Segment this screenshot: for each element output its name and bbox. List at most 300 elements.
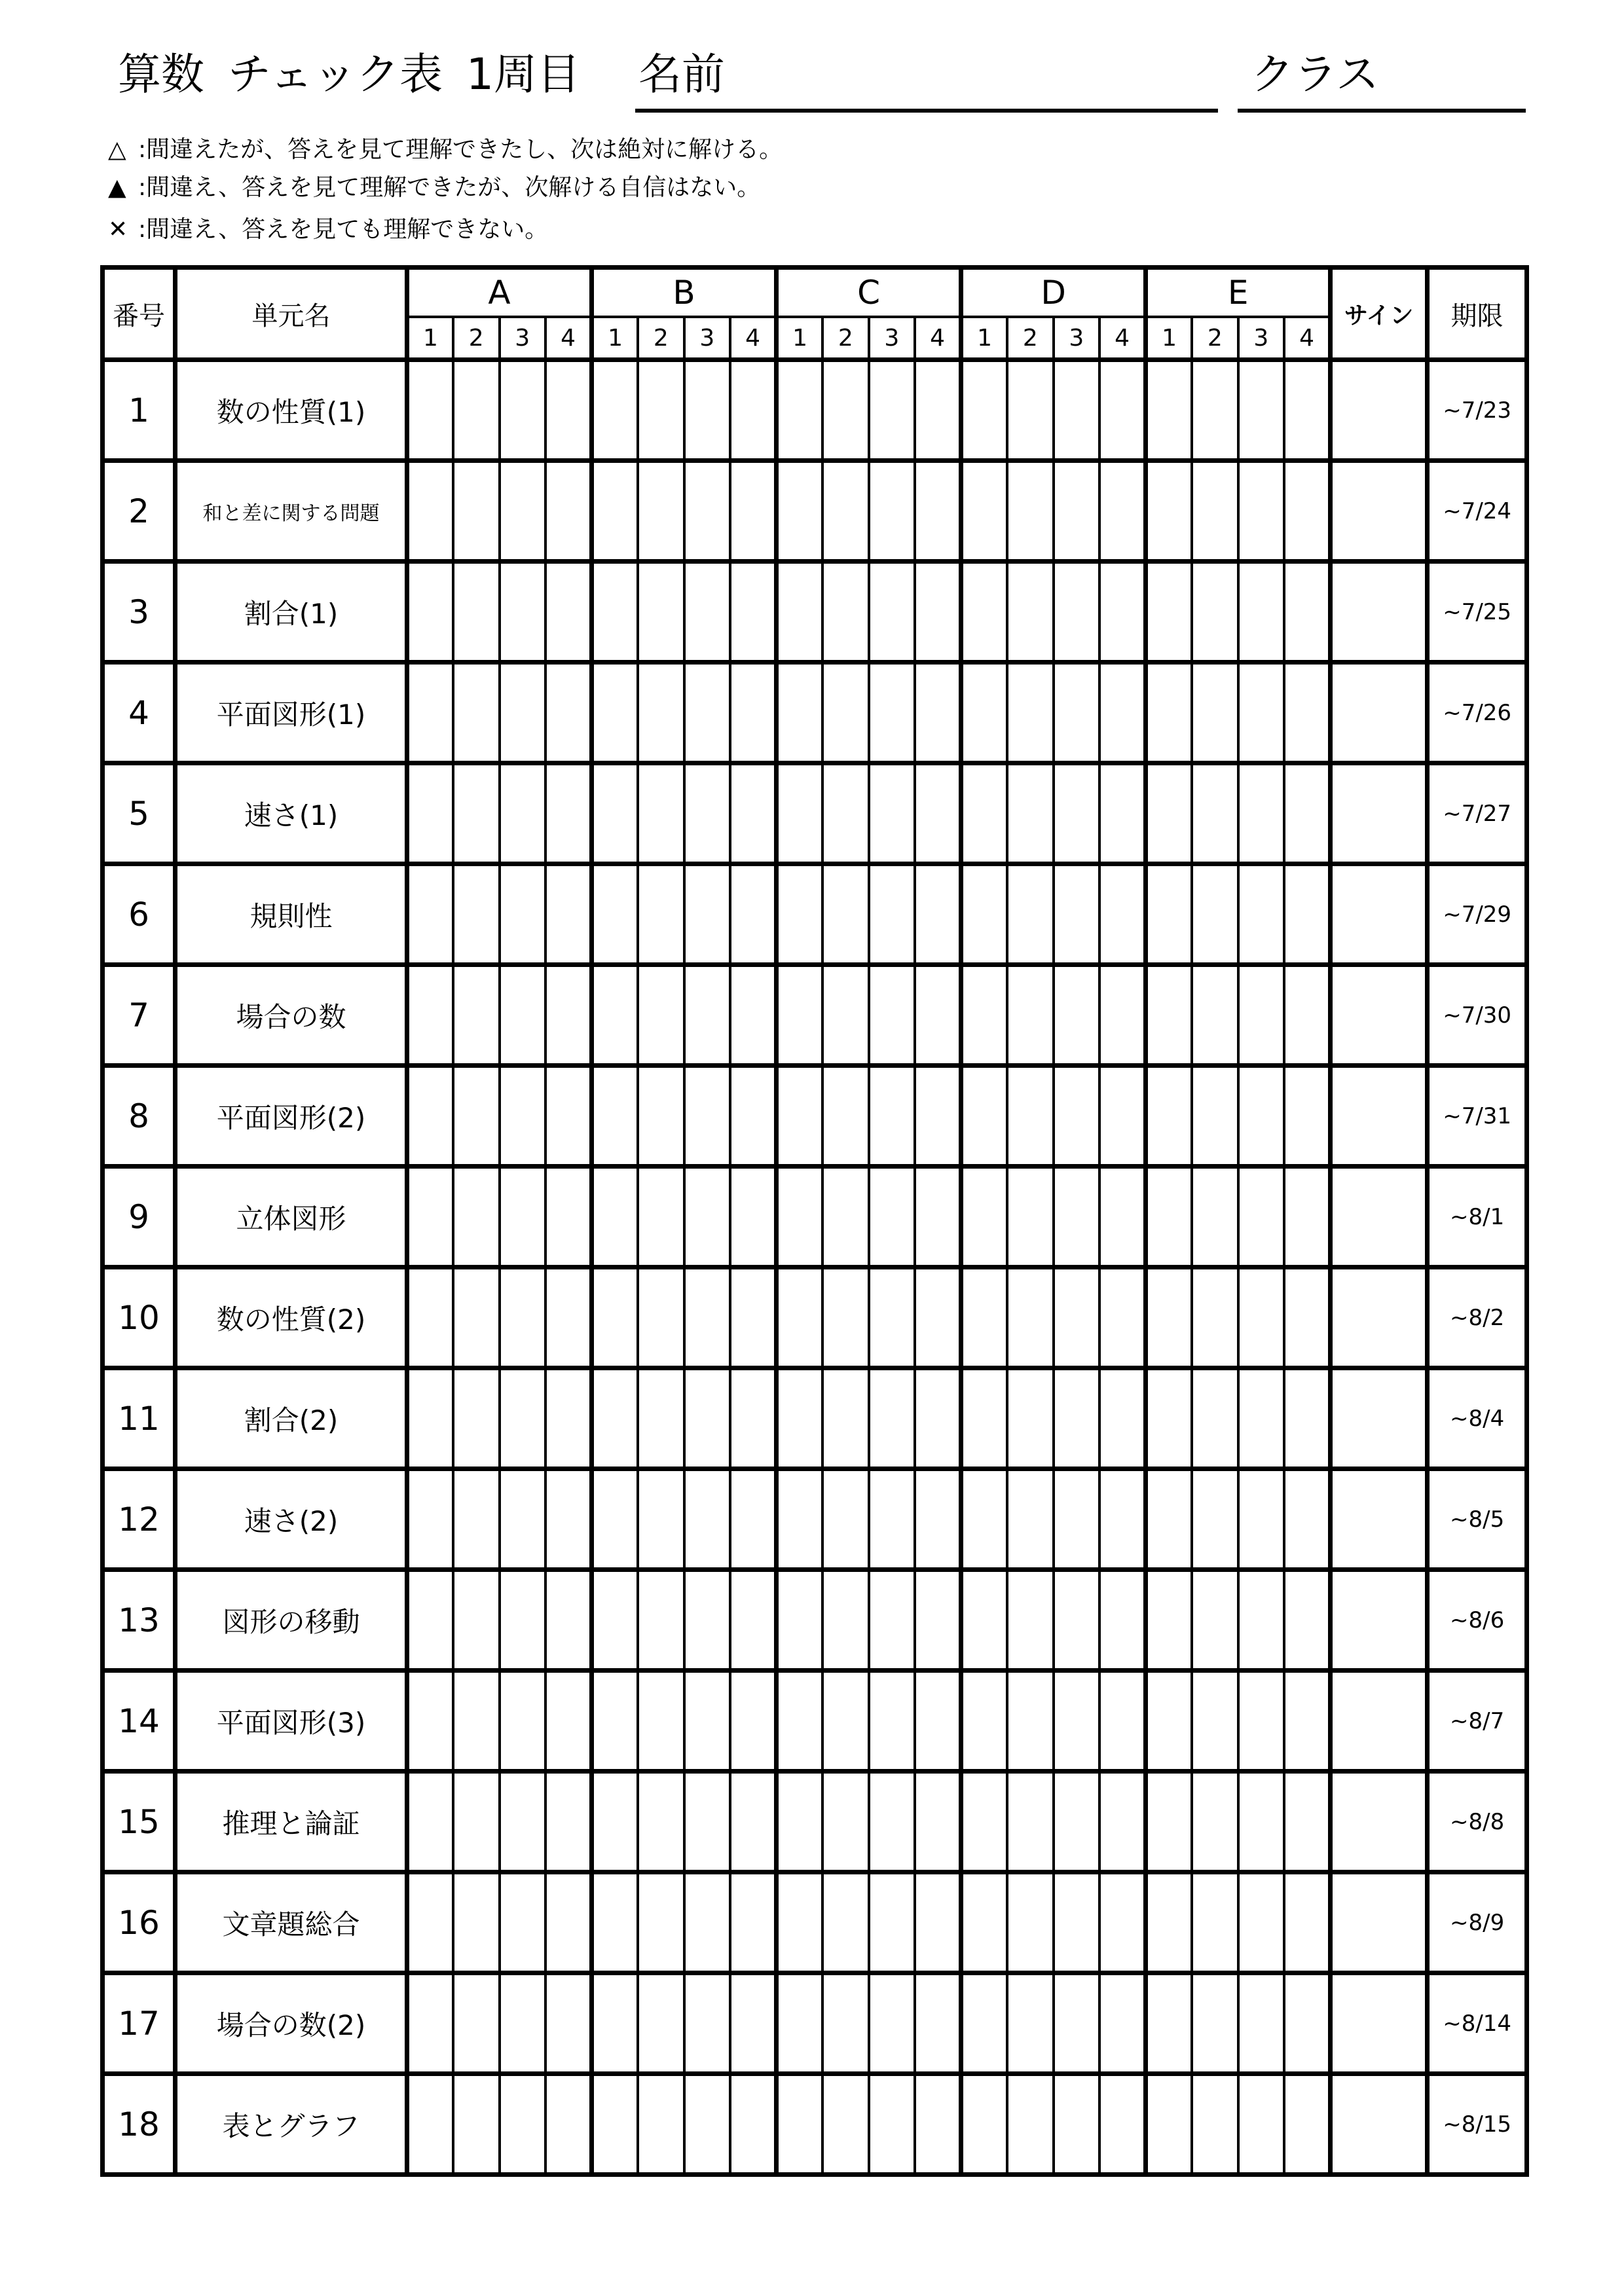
check-cell[interactable]: [777, 763, 823, 864]
check-cell[interactable]: [961, 1671, 1008, 1772]
check-cell[interactable]: [1007, 1167, 1054, 1267]
check-cell[interactable]: [1192, 763, 1238, 864]
check-cell[interactable]: [1146, 663, 1192, 763]
check-cell[interactable]: [915, 965, 961, 1066]
check-cell[interactable]: [684, 1872, 731, 1973]
check-cell[interactable]: [1054, 461, 1100, 562]
check-cell[interactable]: [961, 763, 1008, 864]
check-cell[interactable]: [500, 1469, 546, 1570]
check-cell[interactable]: [915, 1267, 961, 1368]
check-cell[interactable]: [1238, 1368, 1285, 1469]
check-cell[interactable]: [1054, 1469, 1100, 1570]
check-cell[interactable]: [1099, 360, 1146, 461]
check-cell[interactable]: [545, 1973, 592, 2074]
sign-cell[interactable]: [1331, 864, 1428, 965]
check-cell[interactable]: [1007, 1772, 1054, 1872]
check-cell[interactable]: [545, 1872, 592, 1973]
check-cell[interactable]: [684, 1570, 731, 1671]
check-cell[interactable]: [1054, 1973, 1100, 2074]
check-cell[interactable]: [684, 1772, 731, 1872]
check-cell[interactable]: [500, 461, 546, 562]
check-cell[interactable]: [592, 1570, 638, 1671]
check-cell[interactable]: [500, 1570, 546, 1671]
check-cell[interactable]: [915, 2074, 961, 2175]
check-cell[interactable]: [545, 1570, 592, 1671]
check-cell[interactable]: [822, 1469, 869, 1570]
check-cell[interactable]: [500, 1772, 546, 1872]
check-cell[interactable]: [1099, 663, 1146, 763]
check-cell[interactable]: [1238, 461, 1285, 562]
check-cell[interactable]: [961, 2074, 1008, 2175]
sign-cell[interactable]: [1331, 461, 1428, 562]
check-cell[interactable]: [1146, 1671, 1192, 1772]
check-cell[interactable]: [915, 1973, 961, 2074]
check-cell[interactable]: [500, 360, 546, 461]
check-cell[interactable]: [592, 763, 638, 864]
check-cell[interactable]: [1007, 562, 1054, 663]
check-cell[interactable]: [1099, 1671, 1146, 1772]
check-cell[interactable]: [961, 864, 1008, 965]
check-cell[interactable]: [822, 763, 869, 864]
check-cell[interactable]: [638, 562, 684, 663]
check-cell[interactable]: [684, 763, 731, 864]
check-cell[interactable]: [869, 1872, 915, 1973]
check-cell[interactable]: [1146, 1872, 1192, 1973]
check-cell[interactable]: [730, 562, 777, 663]
check-cell[interactable]: [1238, 1570, 1285, 1671]
check-cell[interactable]: [453, 1671, 500, 1772]
check-cell[interactable]: [545, 1671, 592, 1772]
check-cell[interactable]: [869, 663, 915, 763]
check-cell[interactable]: [1238, 1469, 1285, 1570]
check-cell[interactable]: [961, 360, 1008, 461]
check-cell[interactable]: [1238, 1671, 1285, 1772]
check-cell[interactable]: [500, 763, 546, 864]
check-cell[interactable]: [915, 1872, 961, 1973]
check-cell[interactable]: [915, 1167, 961, 1267]
check-cell[interactable]: [915, 1772, 961, 1872]
check-cell[interactable]: [822, 1570, 869, 1671]
check-cell[interactable]: [869, 1368, 915, 1469]
check-cell[interactable]: [1238, 663, 1285, 763]
check-cell[interactable]: [1054, 1772, 1100, 1872]
check-cell[interactable]: [915, 1066, 961, 1167]
sign-cell[interactable]: [1331, 1872, 1428, 1973]
check-cell[interactable]: [869, 2074, 915, 2175]
check-cell[interactable]: [1284, 1570, 1331, 1671]
check-cell[interactable]: [1146, 1973, 1192, 2074]
check-cell[interactable]: [453, 864, 500, 965]
check-cell[interactable]: [915, 1570, 961, 1671]
check-cell[interactable]: [1054, 1570, 1100, 1671]
sign-cell[interactable]: [1331, 360, 1428, 461]
check-cell[interactable]: [1192, 1267, 1238, 1368]
check-cell[interactable]: [915, 763, 961, 864]
check-cell[interactable]: [961, 1772, 1008, 1872]
check-cell[interactable]: [1099, 1066, 1146, 1167]
sign-cell[interactable]: [1331, 1469, 1428, 1570]
check-cell[interactable]: [407, 663, 454, 763]
check-cell[interactable]: [592, 1267, 638, 1368]
check-cell[interactable]: [407, 2074, 454, 2175]
check-cell[interactable]: [1146, 2074, 1192, 2175]
check-cell[interactable]: [453, 965, 500, 1066]
check-cell[interactable]: [592, 1368, 638, 1469]
check-cell[interactable]: [961, 1267, 1008, 1368]
check-cell[interactable]: [1238, 2074, 1285, 2175]
check-cell[interactable]: [777, 2074, 823, 2175]
check-cell[interactable]: [730, 360, 777, 461]
check-cell[interactable]: [1054, 1671, 1100, 1772]
check-cell[interactable]: [1099, 461, 1146, 562]
check-cell[interactable]: [1007, 2074, 1054, 2175]
check-cell[interactable]: [407, 1872, 454, 1973]
check-cell[interactable]: [1007, 1973, 1054, 2074]
check-cell[interactable]: [638, 360, 684, 461]
check-cell[interactable]: [1007, 1267, 1054, 1368]
check-cell[interactable]: [453, 2074, 500, 2175]
check-cell[interactable]: [915, 663, 961, 763]
check-cell[interactable]: [453, 562, 500, 663]
check-cell[interactable]: [730, 1368, 777, 1469]
check-cell[interactable]: [777, 663, 823, 763]
check-cell[interactable]: [1146, 1772, 1192, 1872]
check-cell[interactable]: [730, 1066, 777, 1167]
check-cell[interactable]: [822, 2074, 869, 2175]
check-cell[interactable]: [869, 1066, 915, 1167]
check-cell[interactable]: [961, 1469, 1008, 1570]
check-cell[interactable]: [1284, 864, 1331, 965]
check-cell[interactable]: [1284, 1469, 1331, 1570]
check-cell[interactable]: [1054, 1368, 1100, 1469]
check-cell[interactable]: [822, 1973, 869, 2074]
check-cell[interactable]: [638, 1469, 684, 1570]
check-cell[interactable]: [1054, 1066, 1100, 1167]
check-cell[interactable]: [545, 864, 592, 965]
check-cell[interactable]: [1146, 763, 1192, 864]
check-cell[interactable]: [1238, 360, 1285, 461]
check-cell[interactable]: [1192, 864, 1238, 965]
check-cell[interactable]: [961, 663, 1008, 763]
check-cell[interactable]: [1192, 1066, 1238, 1167]
check-cell[interactable]: [1054, 2074, 1100, 2175]
check-cell[interactable]: [1284, 360, 1331, 461]
check-cell[interactable]: [407, 1671, 454, 1772]
check-cell[interactable]: [1099, 2074, 1146, 2175]
check-cell[interactable]: [638, 965, 684, 1066]
check-cell[interactable]: [1054, 864, 1100, 965]
check-cell[interactable]: [777, 1066, 823, 1167]
check-cell[interactable]: [1238, 965, 1285, 1066]
check-cell[interactable]: [1007, 1872, 1054, 1973]
check-cell[interactable]: [1192, 2074, 1238, 2175]
check-cell[interactable]: [1284, 461, 1331, 562]
check-cell[interactable]: [1146, 562, 1192, 663]
check-cell[interactable]: [961, 965, 1008, 1066]
check-cell[interactable]: [545, 1267, 592, 1368]
check-cell[interactable]: [407, 1469, 454, 1570]
check-cell[interactable]: [961, 1570, 1008, 1671]
check-cell[interactable]: [453, 1772, 500, 1872]
check-cell[interactable]: [1099, 1368, 1146, 1469]
check-cell[interactable]: [407, 562, 454, 663]
check-cell[interactable]: [1099, 1973, 1146, 2074]
check-cell[interactable]: [777, 1570, 823, 1671]
check-cell[interactable]: [1192, 1368, 1238, 1469]
check-cell[interactable]: [777, 1973, 823, 2074]
check-cell[interactable]: [1054, 1872, 1100, 1973]
check-cell[interactable]: [500, 965, 546, 1066]
check-cell[interactable]: [545, 562, 592, 663]
check-cell[interactable]: [869, 965, 915, 1066]
check-cell[interactable]: [500, 2074, 546, 2175]
check-cell[interactable]: [1284, 1267, 1331, 1368]
sign-cell[interactable]: [1331, 1066, 1428, 1167]
check-cell[interactable]: [500, 663, 546, 763]
check-cell[interactable]: [500, 1167, 546, 1267]
sign-cell[interactable]: [1331, 663, 1428, 763]
check-cell[interactable]: [822, 864, 869, 965]
check-cell[interactable]: [1146, 1368, 1192, 1469]
sign-cell[interactable]: [1331, 2074, 1428, 2175]
check-cell[interactable]: [1099, 763, 1146, 864]
check-cell[interactable]: [453, 1570, 500, 1671]
check-cell[interactable]: [822, 1066, 869, 1167]
check-cell[interactable]: [592, 663, 638, 763]
check-cell[interactable]: [638, 1973, 684, 2074]
check-cell[interactable]: [592, 562, 638, 663]
check-cell[interactable]: [1146, 1167, 1192, 1267]
check-cell[interactable]: [453, 763, 500, 864]
check-cell[interactable]: [1099, 562, 1146, 663]
check-cell[interactable]: [1054, 360, 1100, 461]
check-cell[interactable]: [453, 1167, 500, 1267]
check-cell[interactable]: [638, 864, 684, 965]
check-cell[interactable]: [730, 1973, 777, 2074]
check-cell[interactable]: [592, 461, 638, 562]
check-cell[interactable]: [500, 1066, 546, 1167]
check-cell[interactable]: [684, 1469, 731, 1570]
check-cell[interactable]: [592, 1872, 638, 1973]
check-cell[interactable]: [545, 1772, 592, 1872]
check-cell[interactable]: [453, 1973, 500, 2074]
check-cell[interactable]: [638, 1872, 684, 1973]
check-cell[interactable]: [1192, 1872, 1238, 1973]
check-cell[interactable]: [407, 864, 454, 965]
check-cell[interactable]: [453, 461, 500, 562]
check-cell[interactable]: [407, 360, 454, 461]
sign-cell[interactable]: [1331, 1973, 1428, 2074]
check-cell[interactable]: [545, 1066, 592, 1167]
check-cell[interactable]: [592, 965, 638, 1066]
check-cell[interactable]: [592, 360, 638, 461]
check-cell[interactable]: [684, 663, 731, 763]
check-cell[interactable]: [1284, 663, 1331, 763]
check-cell[interactable]: [1284, 1671, 1331, 1772]
check-cell[interactable]: [453, 663, 500, 763]
check-cell[interactable]: [592, 864, 638, 965]
check-cell[interactable]: [1146, 1267, 1192, 1368]
check-cell[interactable]: [407, 461, 454, 562]
check-cell[interactable]: [822, 1267, 869, 1368]
check-cell[interactable]: [684, 1671, 731, 1772]
check-cell[interactable]: [1099, 1570, 1146, 1671]
check-cell[interactable]: [1284, 1872, 1331, 1973]
check-cell[interactable]: [1099, 1267, 1146, 1368]
check-cell[interactable]: [684, 2074, 731, 2175]
check-cell[interactable]: [684, 360, 731, 461]
check-cell[interactable]: [1007, 864, 1054, 965]
check-cell[interactable]: [638, 1570, 684, 1671]
check-cell[interactable]: [822, 1167, 869, 1267]
check-cell[interactable]: [1238, 1973, 1285, 2074]
check-cell[interactable]: [730, 1872, 777, 1973]
check-cell[interactable]: [822, 360, 869, 461]
sign-cell[interactable]: [1331, 1368, 1428, 1469]
check-cell[interactable]: [638, 1167, 684, 1267]
check-cell[interactable]: [1284, 1368, 1331, 1469]
check-cell[interactable]: [822, 1872, 869, 1973]
check-cell[interactable]: [638, 1267, 684, 1368]
check-cell[interactable]: [1099, 965, 1146, 1066]
check-cell[interactable]: [1192, 1973, 1238, 2074]
check-cell[interactable]: [961, 1872, 1008, 1973]
check-cell[interactable]: [915, 562, 961, 663]
check-cell[interactable]: [1284, 2074, 1331, 2175]
check-cell[interactable]: [961, 1973, 1008, 2074]
check-cell[interactable]: [777, 1469, 823, 1570]
check-cell[interactable]: [1099, 1772, 1146, 1872]
check-cell[interactable]: [869, 1973, 915, 2074]
check-cell[interactable]: [869, 1469, 915, 1570]
check-cell[interactable]: [684, 1368, 731, 1469]
check-cell[interactable]: [638, 663, 684, 763]
check-cell[interactable]: [1007, 1066, 1054, 1167]
check-cell[interactable]: [915, 1469, 961, 1570]
check-cell[interactable]: [869, 461, 915, 562]
check-cell[interactable]: [545, 1368, 592, 1469]
check-cell[interactable]: [407, 763, 454, 864]
check-cell[interactable]: [915, 461, 961, 562]
check-cell[interactable]: [915, 1368, 961, 1469]
sign-cell[interactable]: [1331, 1772, 1428, 1872]
check-cell[interactable]: [1146, 965, 1192, 1066]
check-cell[interactable]: [915, 360, 961, 461]
check-cell[interactable]: [961, 1368, 1008, 1469]
check-cell[interactable]: [1192, 1671, 1238, 1772]
check-cell[interactable]: [545, 663, 592, 763]
check-cell[interactable]: [777, 1167, 823, 1267]
check-cell[interactable]: [1238, 1772, 1285, 1872]
check-cell[interactable]: [407, 1772, 454, 1872]
check-cell[interactable]: [1099, 1167, 1146, 1267]
check-cell[interactable]: [1007, 1368, 1054, 1469]
check-cell[interactable]: [777, 461, 823, 562]
check-cell[interactable]: [545, 360, 592, 461]
check-cell[interactable]: [1238, 1267, 1285, 1368]
check-cell[interactable]: [453, 1469, 500, 1570]
check-cell[interactable]: [638, 1368, 684, 1469]
check-cell[interactable]: [915, 1671, 961, 1772]
check-cell[interactable]: [822, 663, 869, 763]
check-cell[interactable]: [407, 1973, 454, 2074]
check-cell[interactable]: [1007, 965, 1054, 1066]
check-cell[interactable]: [730, 1469, 777, 1570]
check-cell[interactable]: [1099, 864, 1146, 965]
check-cell[interactable]: [638, 461, 684, 562]
check-cell[interactable]: [730, 2074, 777, 2175]
check-cell[interactable]: [1007, 360, 1054, 461]
check-cell[interactable]: [869, 1570, 915, 1671]
check-cell[interactable]: [638, 2074, 684, 2175]
check-cell[interactable]: [822, 965, 869, 1066]
check-cell[interactable]: [730, 1671, 777, 1772]
check-cell[interactable]: [407, 1066, 454, 1167]
check-cell[interactable]: [1146, 461, 1192, 562]
check-cell[interactable]: [1007, 1469, 1054, 1570]
check-cell[interactable]: [1192, 1469, 1238, 1570]
check-cell[interactable]: [638, 763, 684, 864]
check-cell[interactable]: [592, 1973, 638, 2074]
check-cell[interactable]: [1146, 1066, 1192, 1167]
check-cell[interactable]: [777, 1368, 823, 1469]
check-cell[interactable]: [407, 1368, 454, 1469]
check-cell[interactable]: [1099, 1872, 1146, 1973]
check-cell[interactable]: [1054, 562, 1100, 663]
check-cell[interactable]: [869, 1267, 915, 1368]
check-cell[interactable]: [1192, 461, 1238, 562]
check-cell[interactable]: [1284, 763, 1331, 864]
check-cell[interactable]: [545, 965, 592, 1066]
check-cell[interactable]: [1007, 1570, 1054, 1671]
class-field[interactable]: [1238, 109, 1526, 113]
check-cell[interactable]: [545, 763, 592, 864]
check-cell[interactable]: [869, 1671, 915, 1772]
check-cell[interactable]: [1238, 864, 1285, 965]
check-cell[interactable]: [500, 1671, 546, 1772]
check-cell[interactable]: [1146, 1570, 1192, 1671]
sign-cell[interactable]: [1331, 965, 1428, 1066]
check-cell[interactable]: [684, 1066, 731, 1167]
check-cell[interactable]: [500, 1872, 546, 1973]
check-cell[interactable]: [822, 1772, 869, 1872]
check-cell[interactable]: [638, 1671, 684, 1772]
check-cell[interactable]: [638, 1772, 684, 1872]
check-cell[interactable]: [869, 864, 915, 965]
check-cell[interactable]: [822, 562, 869, 663]
check-cell[interactable]: [1238, 763, 1285, 864]
check-cell[interactable]: [730, 1267, 777, 1368]
check-cell[interactable]: [730, 461, 777, 562]
check-cell[interactable]: [592, 1671, 638, 1772]
check-cell[interactable]: [915, 864, 961, 965]
check-cell[interactable]: [545, 1469, 592, 1570]
check-cell[interactable]: [869, 1772, 915, 1872]
check-cell[interactable]: [730, 663, 777, 763]
check-cell[interactable]: [592, 1066, 638, 1167]
check-cell[interactable]: [407, 965, 454, 1066]
check-cell[interactable]: [1238, 1167, 1285, 1267]
check-cell[interactable]: [453, 1368, 500, 1469]
check-cell[interactable]: [1238, 1872, 1285, 1973]
check-cell[interactable]: [822, 1368, 869, 1469]
check-cell[interactable]: [777, 864, 823, 965]
check-cell[interactable]: [545, 1167, 592, 1267]
check-cell[interactable]: [730, 763, 777, 864]
check-cell[interactable]: [545, 461, 592, 562]
check-cell[interactable]: [1007, 663, 1054, 763]
check-cell[interactable]: [1284, 965, 1331, 1066]
